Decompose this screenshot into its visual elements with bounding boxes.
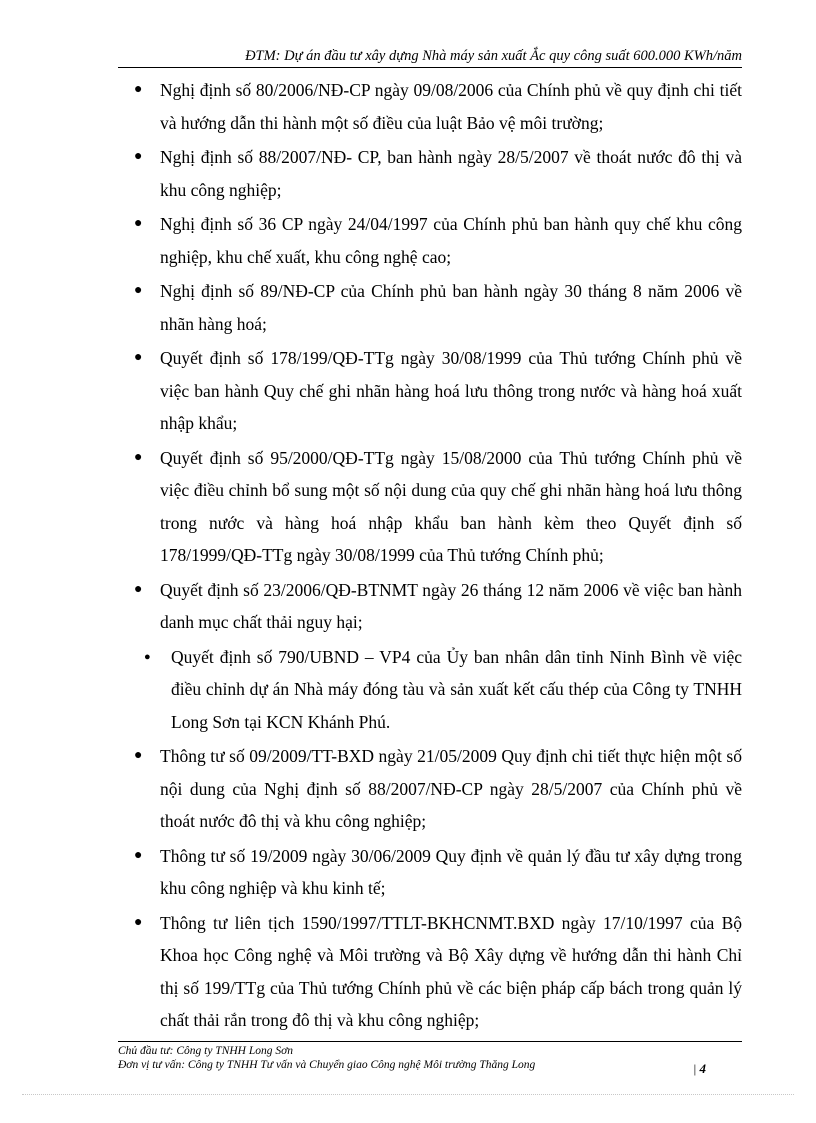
page-footer	[118, 1041, 742, 1076]
bullet-icon: ●	[134, 350, 143, 365]
list-item-text: Nghị định số 89/NĐ-CP của Chính phủ ban hành ngày 30 tháng 8 năm 2006 về nhãn hàng hoá;	[160, 281, 742, 334]
page-number-separator: |	[692, 1061, 697, 1076]
list-item	[130, 74, 742, 139]
list-item-text: Nghị định số 36 CP ngày 24/04/1997 của Chính phủ ban hành quy chế khu công nghiệp, khu chế xuất, khu công nghệ cao;	[160, 214, 742, 267]
header-title: ĐTM: Dự án đầu tư xây dựng Nhà máy sản xuất Ắc quy công suất 600.000 KWh/năm	[245, 48, 742, 64]
list-item	[130, 275, 742, 340]
bullet-icon: ●	[134, 847, 143, 863]
page-number-value: 4	[699, 1061, 706, 1076]
page-number	[693, 1061, 706, 1077]
list-item-text: Quyết định số 178/199/QĐ-TTg ngày 30/08/1999 của Thủ tướng Chính phủ về việc ban hành Quy chế ghi nhãn hàng hoá lưu thông trong nước và hàng hoá xuất nhập khẩu;	[160, 348, 742, 433]
list-item	[130, 641, 742, 739]
bullet-icon: ●	[134, 216, 143, 231]
list-item-text: Thông tư liên tịch 1590/1997/TTLT-BKHCNMT.BXD ngày 17/10/1997 của Bộ Khoa học Công nghệ và Môi trường và Bộ Xây dựng về hướng dẫn thi hành Chỉ thị số 199/TTg của Thủ tướng Chính phủ về các biện pháp cấp bách trong quản lý chất thải rắn trong đô thị và khu công nghiệp;	[160, 912, 742, 1030]
list-item-text: Nghị định số 80/2006/NĐ-CP ngày 09/08/2006 của Chính phủ về quy định chi tiết và hướng dẫn thi hành một số điều của luật Bảo vệ môi trường;	[160, 80, 742, 133]
list-item-text: Thông tư số 09/2009/TT-BXD ngày 21/05/2009 Quy định chi tiết thực hiện một số nội dung của Nghị định số 88/2007/NĐ-CP ngày 28/5/2007 của Chính phủ về thoát nước đô thị và khu công nghiệp;	[160, 746, 742, 831]
bullet-icon: ●	[144, 650, 151, 663]
bullet-icon: ●	[134, 748, 143, 763]
list-item	[130, 574, 742, 639]
bullet-icon: ●	[134, 82, 143, 97]
list-item-text: Nghị định số 88/2007/NĐ- CP, ban hành ngày 28/5/2007 về thoát nước đô thị và khu công nghiệp;	[160, 147, 742, 200]
bullet-icon: ●	[134, 581, 143, 597]
regulation-list	[130, 74, 742, 1039]
bullet-icon: ●	[134, 914, 143, 930]
list-item-text: Quyết định số 790/UBND – VP4 của Ủy ban nhân dân tỉnh Ninh Bình về việc điều chỉnh dự án Nhà máy đóng tàu và sản xuất kết cấu thép của Công ty TNHH Long Sơn tại KCN Khánh Phú.	[171, 646, 742, 732]
bullet-icon: ●	[134, 449, 143, 465]
footer-owner: Chủ đầu tư: Công ty TNHH Long Sơn	[118, 1045, 294, 1057]
list-item	[130, 907, 742, 1037]
list-item	[130, 141, 742, 206]
list-item	[130, 740, 742, 838]
list-item-text: Quyết định số 95/2000/QĐ-TTg ngày 15/08/2000 của Thủ tướng Chính phủ về việc điều chỉnh bổ sung một số nội dung của quy chế ghi nhãn hàng hoá lưu thông trong nước và hàng hoá nhập khẩu ban hành kèm theo Quyết định số 178/1999/QĐ-TTg ngày 30/08/1999 của Thủ tướng Chính phủ;	[160, 447, 742, 565]
list-item	[130, 840, 742, 905]
page-header	[118, 48, 742, 68]
list-item	[130, 342, 742, 440]
list-item-text: Thông tư số 19/2009 ngày 30/06/2009 Quy định về quản lý đầu tư xây dựng trong khu công nghiệp và khu kinh tế;	[160, 845, 742, 898]
footer-consultant: Đơn vị tư vấn: Công ty TNHH Tư vấn và Chuyển giao Công nghệ Môi trường Thăng Long	[118, 1059, 536, 1071]
list-item	[130, 208, 742, 273]
bullet-icon: ●	[134, 283, 143, 298]
list-item	[130, 442, 742, 572]
page-bottom-divider	[22, 1094, 794, 1095]
list-item-text: Quyết định số 23/2006/QĐ-BTNMT ngày 26 tháng 12 năm 2006 về việc ban hành danh mục chất thải nguy hại;	[160, 579, 742, 632]
bullet-icon: ●	[134, 149, 143, 164]
